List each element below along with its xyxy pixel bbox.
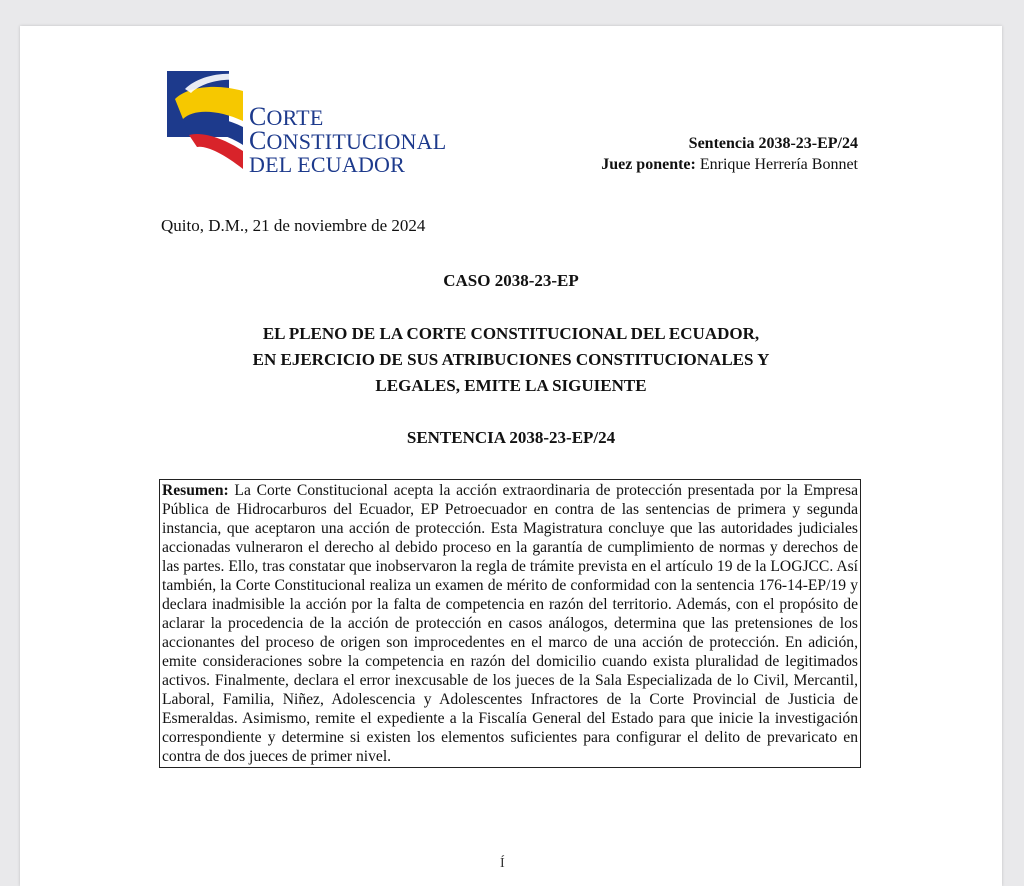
sentencia-number: Sentencia 2038-23-EP/24 [688,135,858,152]
juez-name: Enrique Herrería Bonnet [699,156,858,173]
juez-label: Juez ponente: [601,156,696,173]
logo-wordmark [249,102,447,177]
pleno-line-1: EL PLENO DE LA CORTE CONSTITUCIONAL DEL ECUADOR, [262,324,760,343]
summary-label: Resumen: [162,482,229,499]
pleno-line-3: LEGALES, EMITE LA SIGUIENTE [375,376,647,395]
case-title: CASO 2038-23-EP [443,271,579,290]
summary-text: La Corte Constitucional acepta la acción extraordinaria de protección presentada por la Empresa Pública de Hidrocarburos del Ecuador, EP Petroecuador en contra de las sentencias de primera y segunda instancia, que aceptaron una acción de protección. Esta Magistratura concluye que las autoridades judiciales accionadas vulneraron el derecho al debido proceso en la garantía de cumplimiento de normas y derechos de las partes. Ello, tras constatar que inobservaron la regla de trámite prevista en el artículo 19 de la LOGJCC. Así también, la Corte Constitucional realiza un examen de mérito de conformidad con la sentencia 176-14-EP/19 y declara inadmisible la acción por la falta de competencia en razón del territorio. Además, con el propósito de aclarar la procedencia de la acción de protección en casos análogos, determina que las pretensiones de los accionantes del proceso de origen son improcedentes en el marco de una acción de protección. En adición, emite consideraciones sobre la competencia en razón del domicilio cuando exista pluralidad de legitimados activos. Finalmente, declara el error inexcusable de los jueces de la Sala Especializada de lo Civil, Mercantil, Laboral, Familia, Niñez, Adolescencia y Adolescentes Infractores de la Corte Provincial de Justicia de Esmeraldas. Asimismo, remite el expediente a la Fiscalía General del Estado para que inicie la investigación correspondiente y determine si existen los elementos suficientes para configurar el delito de prevaricato en contra de dos jueces de primer nivel. [162,482,858,765]
document-page [20,26,1002,886]
footer-fragment: Í [500,856,505,871]
header-case-info [601,133,858,175]
document-date: Quito, D.M., 21 de noviembre de 2024 [161,216,426,235]
pleno-heading [20,321,1002,399]
logo-line-3: DEL ECUADOR [249,152,405,177]
pleno-line-2: EN EJERCICIO DE SUS ATRIBUCIONES CONSTITUCIONALES Y [252,350,770,369]
logo-line-1: CORTE [249,102,324,131]
logo-line-2: CONSTITUCIONAL [249,126,447,155]
summary-box [159,479,861,768]
sentencia-title: SENTENCIA 2038-23-EP/24 [406,428,616,447]
